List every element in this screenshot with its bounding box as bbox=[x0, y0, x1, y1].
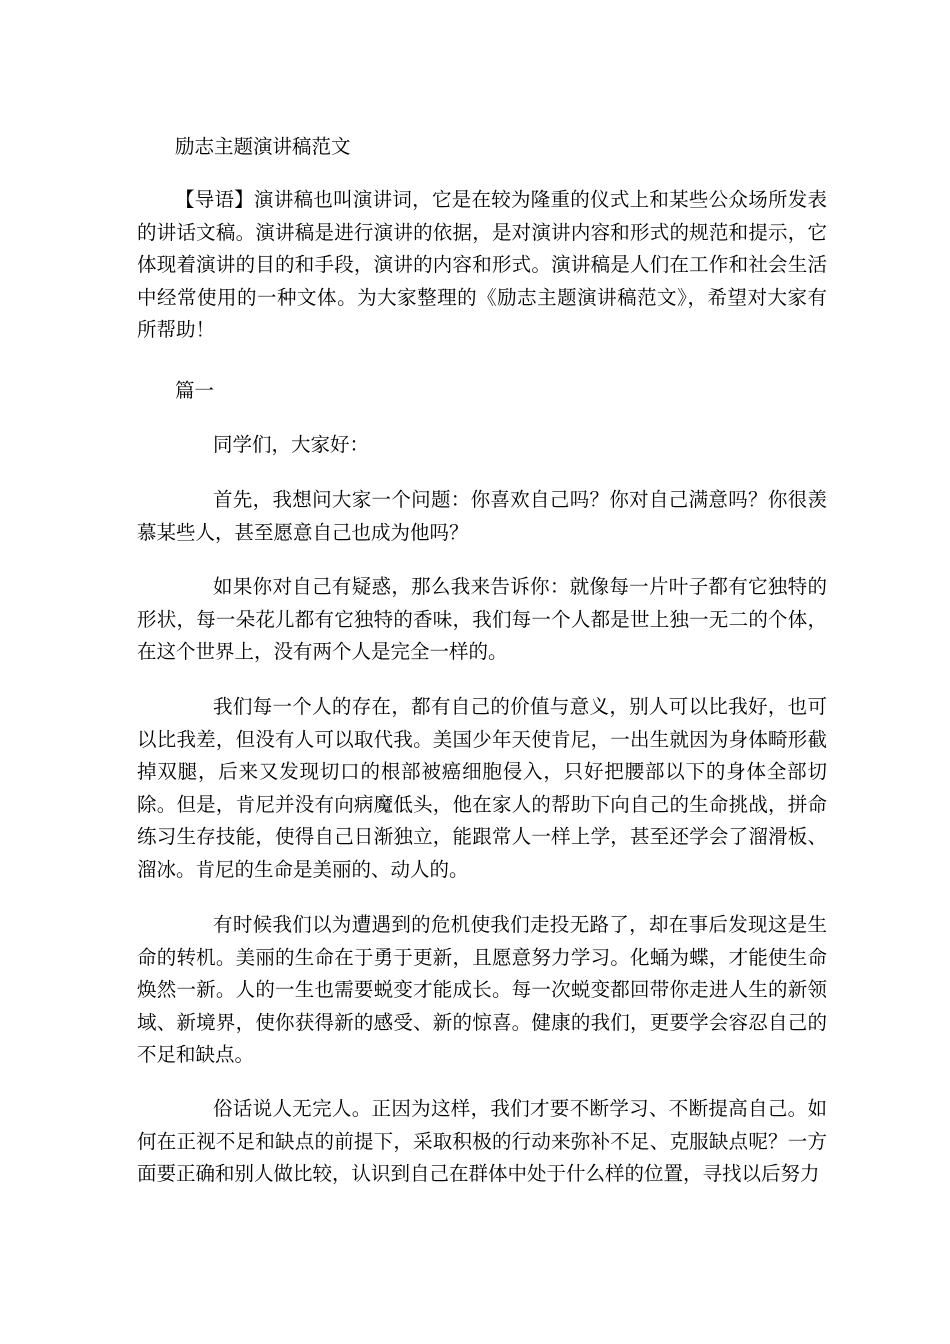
intro-paragraph: 【导语】演讲稿也叫演讲词，它是在较为隆重的仪式上和某些公众场所发表的讲话文稿。演讲稿是进行演讲的依据，是对演讲内容和形式的规范和提示，它体现着演讲的目的和手段，演讲的内容和形式。演讲稿是人们在工作和社会生活中经常使用的一种文体。为大家整理的《励志主题演讲稿范文》，希望对大家有所帮助！ bbox=[137, 188, 827, 342]
body-paragraph-5: 俗话说人无完人。正因为这样，我们才要不断学习、不断提高自己。如何在正视不足和缺点的前提下，采取积极的行动来弥补不足、克服缺点呢？一方面要正确和别人做比较，认识到自己在群体中处于什么样的位置，寻找以后努力 bbox=[137, 1097, 827, 1186]
body-paragraph-1: 首先，我想问大家一个问题：你喜欢自己吗？你对自己满意吗？你很羡慕某些人，甚至愿意自己也成为他吗？ bbox=[137, 488, 827, 544]
body-paragraph-4: 有时候我们以为遭遇到的危机使我们走投无路了，却在事后发现这是生命的转机。美丽的生命在于勇于更新，且愿意努力学习。化蛹为蝶，才能使生命焕然一新。人的一生也需要蜕变才能成长。每一次蜕变都回带你走进人生的新领域、新境界，使你获得新的感受、新的惊喜。健康的我们，更要学会容忍自己的不足和缺点。 bbox=[137, 913, 827, 1067]
body-paragraph-2: 如果你对自己有疑惑，那么我来告诉你：就像每一片叶子都有它独特的形状，每一朵花儿都有它独特的香味，我们每一个人都是世上独一无二的个体，在这个世界上，没有两个人是完全一样的。 bbox=[137, 575, 827, 664]
greeting-line: 同学们，大家好： bbox=[213, 433, 370, 456]
document-title: 励志主题演讲稿范文 bbox=[175, 135, 351, 158]
section-label: 篇一 bbox=[175, 379, 215, 402]
body-paragraph-3: 我们每一个人的存在，都有自己的价值与意义，别人可以比我好，也可以比我差，但没有人可以取代我。美国少年天使肯尼，一出生就因为身体畸形截掉双腿，后来又发现切口的根部被癌细胞侵入，只好把腰部以下的身体全部切除。但是，肯尼并没有向病魔低头，他在家人的帮助下向自己的生命挑战，拼命练习生存技能，使得自己日渐独立，能跟常人一样上学，甚至还学会了溜滑板、溜冰。肯尼的生命是美丽的、动人的。 bbox=[137, 695, 827, 881]
